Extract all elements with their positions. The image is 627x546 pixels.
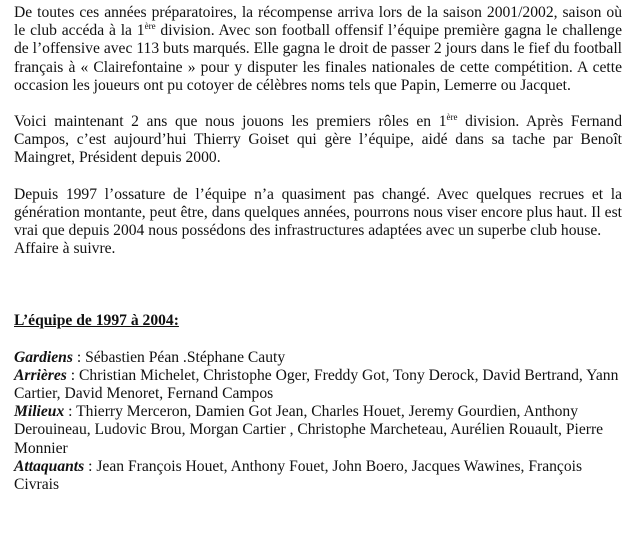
role-separator: : (84, 457, 97, 475)
player-names: Sébastien Péan .Stéphane Cauty (85, 348, 286, 366)
paragraph-text: division. Avec son football offensif l’équipe première gagna le challenge de l’offensive avec 113 buts marqués. Elle gagna le droit de passer 2 jours dans le fief du football français à « Clairefontaine » pour y disputer les finales nationales de cette compétition. A cette occasion les joueurs ont pu cotoyer de célèbres noms tels que Papin, Lemerre ou Jacquet. (14, 22, 623, 94)
roster-goalkeepers (14, 349, 622, 367)
role-separator: : (66, 366, 79, 384)
paragraph-current-leadership (14, 113, 622, 168)
roster-midfielders (14, 403, 622, 458)
paragraph-closing: Affaire à suivre. (14, 240, 116, 258)
player-names: Christian Michelet, Christophe Oger, Freddy Got, Tony Derock, David Bertrand, Yann Cartier, David Menoret, Fernand Campos (14, 366, 619, 403)
spacer (14, 168, 622, 186)
role-separator: : (64, 403, 77, 421)
role-label: Attaquants (14, 457, 85, 475)
roster-defenders (14, 367, 622, 403)
superscript: ère (144, 21, 156, 32)
spacer (14, 331, 622, 349)
player-names: Thierry Merceron, Damien Got Jean, Charles Houet, Jeremy Gourdien, Anthony Derouineau, Ludovic Brou, Morgan Cartier , Christophe Marcheteau, Aurélien Rouault, Pierre Monnier (14, 403, 604, 457)
paragraph-team-core: Depuis 1997 l’ossature de l’équipe n’a quasiment pas changé. Avec quelques recrues et la génération montante, peut être, dans quelques années, pourrons nous viser encore plus haut. Il est vrai que depuis 2004 nous possédons des infrastructures adaptées avec un superbe club house. (14, 185, 622, 240)
document-body (14, 4, 622, 494)
role-separator: : (72, 348, 86, 366)
superscript: ère (446, 112, 458, 123)
spacer (14, 95, 622, 113)
paragraph-text: division. Après Fernand Campos, c’est aujourd’hui Thierry Goiset qui gère l’équipe, aidé dans sa tache par Benoît Maingret, Président depuis 2000. (14, 113, 623, 167)
spacer (14, 294, 622, 312)
paragraph-season-2001 (14, 4, 622, 95)
team-heading: L’équipe de 1997 à 2004: (14, 312, 179, 330)
role-label: Gardiens (14, 348, 73, 366)
roster-forwards (14, 458, 622, 494)
role-label: Milieux (14, 403, 65, 421)
paragraph-text: Voici maintenant 2 ans que nous jouons les premiers rôles en 1 (14, 113, 447, 131)
player-names: Jean François Houet, Anthony Fouet, John Boero, Jacques Wawines, François Civrais (14, 457, 583, 494)
spacer (14, 258, 622, 294)
role-label: Arrières (14, 366, 67, 384)
paragraph-text: De toutes ces années préparatoires, la récompense arriva lors de la saison 2001/2002, saison où le club accéda à la 1 (14, 4, 622, 40)
